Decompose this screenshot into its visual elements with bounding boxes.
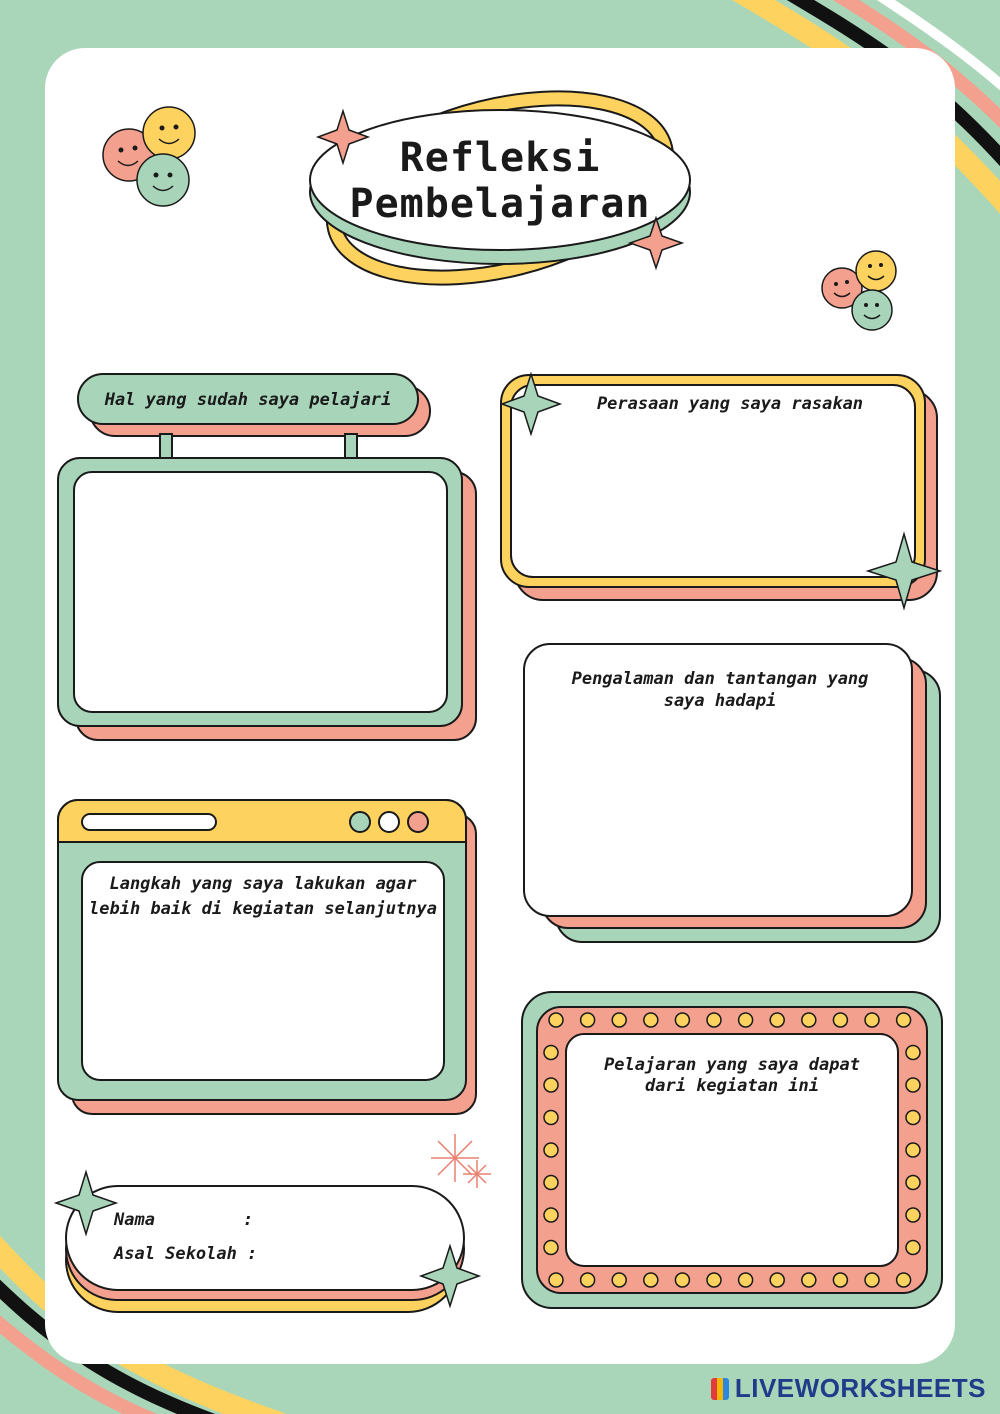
name-input[interactable] bbox=[262, 1208, 446, 1234]
experience-heading-line1: Pengalaman dan tantangan yang bbox=[571, 669, 869, 689]
feelings-heading: Perasaan yang saya rasakan bbox=[596, 394, 864, 414]
marquee-bulb bbox=[549, 1273, 563, 1287]
page-title-line1: Refleksi bbox=[399, 135, 601, 181]
marquee-bulb bbox=[544, 1241, 558, 1255]
marquee-bulb bbox=[544, 1176, 558, 1190]
liveworksheets-logo-icon bbox=[711, 1378, 729, 1400]
marquee-bulb bbox=[544, 1143, 558, 1157]
marquee-bulb bbox=[675, 1273, 689, 1287]
marquee-bulb bbox=[612, 1273, 626, 1287]
marquee-bulb bbox=[906, 1241, 920, 1255]
marquee-bulb bbox=[581, 1273, 595, 1287]
learned-heading: Hal yang sudah saya pelajari bbox=[104, 390, 392, 410]
school-label: Asal Sekolah : bbox=[114, 1244, 258, 1264]
marquee-bulb bbox=[906, 1176, 920, 1190]
liveworksheets-text: LIVEWORKSHEETS bbox=[734, 1373, 986, 1403]
marquee-bulb bbox=[549, 1013, 563, 1027]
learned-answer-area[interactable] bbox=[84, 482, 441, 706]
marquee-bulb bbox=[675, 1013, 689, 1027]
marquee-bulb bbox=[707, 1013, 721, 1027]
marquee-bulb bbox=[802, 1273, 816, 1287]
liveworksheets-logo[interactable] bbox=[711, 1373, 986, 1404]
experience-heading-line2: saya hadapi bbox=[663, 691, 777, 711]
name-label: Nama bbox=[114, 1210, 155, 1230]
marquee-bulb bbox=[906, 1078, 920, 1092]
marquee-bulb bbox=[833, 1013, 847, 1027]
marquee-bulb bbox=[770, 1013, 784, 1027]
marquee-bulb bbox=[581, 1013, 595, 1027]
marquee-bulb bbox=[544, 1078, 558, 1092]
marquee-bulb bbox=[897, 1013, 911, 1027]
feelings-answer-area[interactable] bbox=[522, 420, 906, 572]
marquee-bulb bbox=[906, 1208, 920, 1222]
marquee-bulb bbox=[802, 1013, 816, 1027]
marquee-bulb bbox=[770, 1273, 784, 1287]
marquee-bulb bbox=[865, 1013, 879, 1027]
lesson-answer-area[interactable] bbox=[576, 1100, 892, 1260]
marquee-bulb bbox=[739, 1273, 753, 1287]
lesson-heading-line1: Pelajaran yang saya dapat bbox=[604, 1055, 860, 1075]
marquee-bulb bbox=[544, 1046, 558, 1060]
steps-heading-line1: Langkah yang saya lakukan agar bbox=[109, 874, 417, 894]
name-colon: : bbox=[243, 1210, 254, 1230]
marquee-bulb bbox=[544, 1208, 558, 1222]
marquee-bulb bbox=[544, 1111, 558, 1125]
marquee-bulb bbox=[833, 1273, 847, 1287]
marquee-bulb bbox=[612, 1013, 626, 1027]
marquee-bulb bbox=[906, 1143, 920, 1157]
page-title-line2: Pembelajaran bbox=[349, 181, 651, 227]
school-input[interactable] bbox=[262, 1242, 446, 1268]
marquee-bulb bbox=[897, 1273, 911, 1287]
steps-answer-area[interactable] bbox=[92, 926, 438, 1074]
marquee-bulb bbox=[906, 1111, 920, 1125]
marquee-bulb bbox=[906, 1046, 920, 1060]
marquee-bulb bbox=[707, 1273, 721, 1287]
marquee-bulb bbox=[644, 1273, 658, 1287]
marquee-bulb bbox=[739, 1013, 753, 1027]
marquee-bulb bbox=[644, 1013, 658, 1027]
experience-answer-area[interactable] bbox=[536, 718, 904, 908]
marquee-bulb bbox=[865, 1273, 879, 1287]
steps-heading-line2: lebih baik di kegiatan selanjutnya bbox=[89, 899, 437, 919]
lesson-heading-line2: dari kegiatan ini bbox=[645, 1076, 819, 1096]
